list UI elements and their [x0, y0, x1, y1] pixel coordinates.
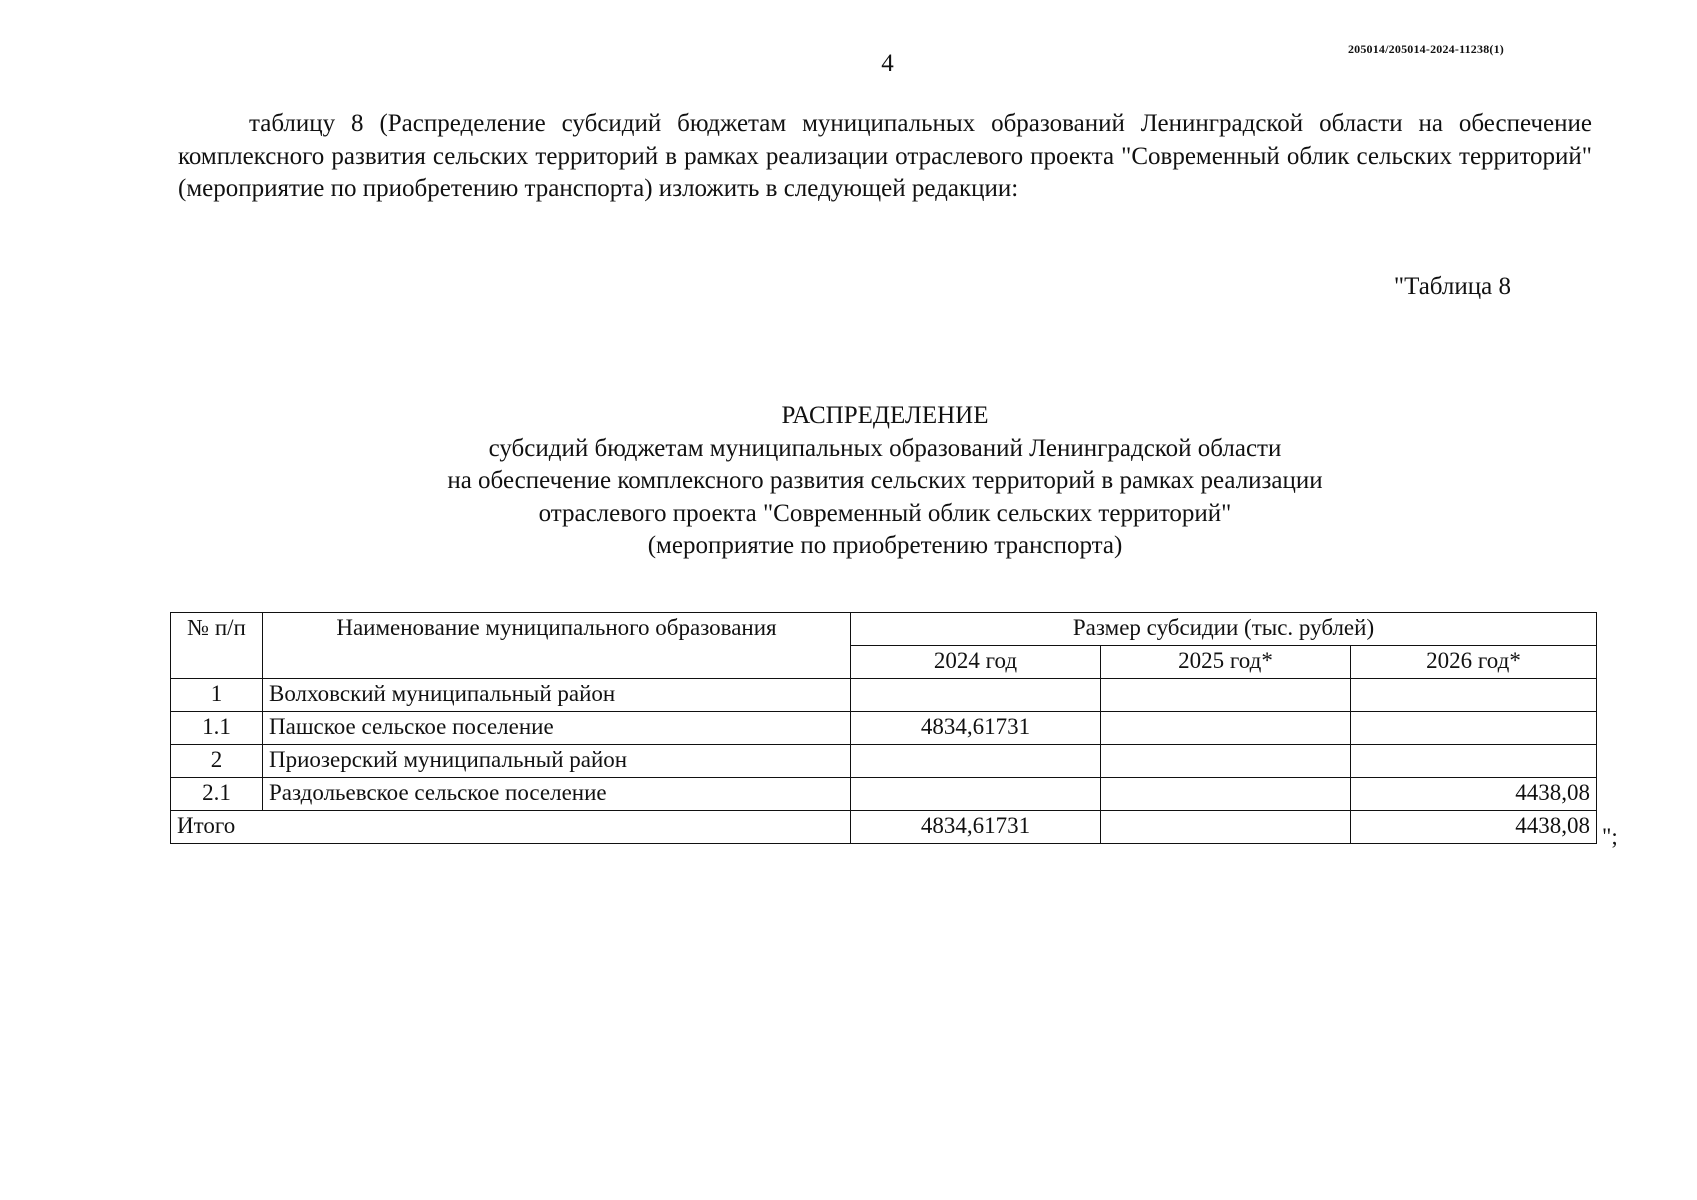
heading-title: РАСПРЕДЕЛЕНИЕ — [781, 402, 989, 429]
closing-quote-mark: "; — [1602, 824, 1618, 849]
column-header-name: Наименование муниципального образования — [263, 613, 851, 679]
row-value-2025 — [1101, 778, 1351, 811]
column-header-number: № п/п — [171, 613, 263, 679]
page-number: 4 — [881, 50, 894, 77]
heading-line: на обеспечение комплексного развития сельских территорий в рамках реализации — [447, 467, 1323, 494]
row-number: 1 — [171, 679, 263, 712]
row-value-2025 — [1101, 679, 1351, 712]
row-number: 2.1 — [171, 778, 263, 811]
row-value-2026 — [1351, 679, 1597, 712]
heading-line: субсидий бюджетам муниципальных образований Ленинградской области — [488, 434, 1282, 462]
row-value-2025 — [1101, 745, 1351, 778]
table-total-row — [171, 811, 1597, 844]
row-value-2025 — [1101, 712, 1351, 745]
row-value-2026 — [1351, 712, 1597, 745]
column-header-2025: 2025 год* — [1101, 646, 1351, 679]
document-id: 205014/205014-2024-11238(1) — [1347, 42, 1504, 56]
row-value-2024 — [851, 745, 1101, 778]
table-header-row — [171, 613, 1597, 646]
row-value-2026: 4438,08 — [1351, 778, 1597, 811]
row-value-2024: 4834,61731 — [851, 712, 1101, 745]
row-value-2024 — [851, 778, 1101, 811]
column-header-2024: 2024 год — [851, 646, 1101, 679]
heading-line: (мероприятие по приобретению транспорта) — [647, 532, 1123, 559]
table-row — [171, 745, 1597, 778]
row-value-2024 — [851, 679, 1101, 712]
total-label: Итого — [171, 811, 851, 844]
heading-line: отраслевого проекта "Современный облик сельских территорий" — [538, 499, 1232, 527]
row-number: 2 — [171, 745, 263, 778]
intro-paragraph: таблицу 8 (Распределение субсидий бюджетам муниципальных образований Ленинградской области на обеспечение комплексного развития сельских территорий в рамках реализации отраслевого проекта "Современный облик сельских территорий" (мероприятие по приобретению транспорта) изложить в следующей редакции: — [178, 110, 1592, 202]
column-header-2026: 2026 год* — [1351, 646, 1597, 679]
row-value-2026 — [1351, 745, 1597, 778]
table-row — [171, 778, 1597, 811]
row-name: Раздольевское сельское поселение — [263, 778, 851, 811]
table-label: "Таблица 8 — [1393, 273, 1511, 300]
total-value-2026: 4438,08 — [1351, 811, 1597, 844]
row-number: 1.1 — [171, 712, 263, 745]
total-value-2025 — [1101, 811, 1351, 844]
total-value-2024: 4834,61731 — [851, 811, 1101, 844]
subsidy-table — [170, 612, 1597, 844]
row-name: Волховский муниципальный район — [263, 679, 851, 712]
table-row — [171, 712, 1597, 745]
row-name: Приозерский муниципальный район — [263, 745, 851, 778]
column-header-subsidy: Размер субсидии (тыс. рублей) — [851, 613, 1597, 646]
table-row — [171, 679, 1597, 712]
table-heading — [178, 400, 1592, 563]
row-name: Пашское сельское поселение — [263, 712, 851, 745]
